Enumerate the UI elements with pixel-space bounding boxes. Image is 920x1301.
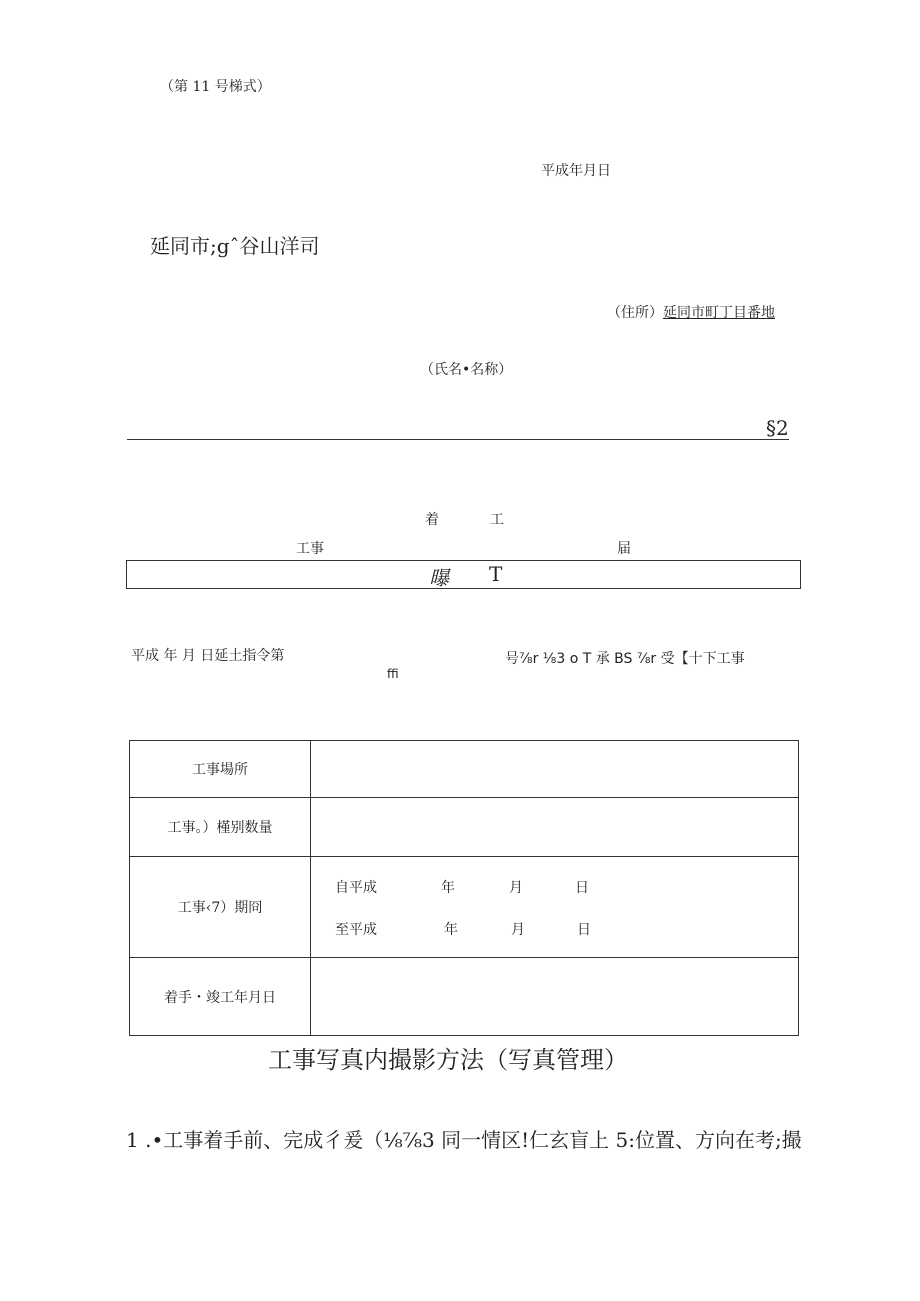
period-to-day: 日 <box>577 922 591 938</box>
date-line: 平成年月日 <box>541 163 611 179</box>
item-1: 1 .•工事着手前、完成彳爰（⅛⅞3 同一情区!仁玄盲上 5:位置、方向在考;撮 <box>126 1128 802 1152</box>
period-from-month: 月 <box>509 880 523 896</box>
applicant-address <box>607 302 775 322</box>
row-value <box>311 958 799 1036</box>
period-to-prefix: 至平成 <box>335 922 377 938</box>
row-label: 工事場所 <box>130 741 311 798</box>
address-label: （住所） <box>607 305 663 321</box>
address-value: 延同市町丁目番地 <box>663 305 775 321</box>
addressee: 延同市;gˆ谷山洋司 <box>150 234 320 258</box>
signature-line <box>127 439 789 440</box>
row-label: 工事‹7）期冏 <box>130 857 311 958</box>
period-to-month: 月 <box>511 922 525 938</box>
seal-mark: §2 <box>766 416 789 440</box>
row-label: 着手・竣工年月日 <box>130 958 311 1036</box>
body-text-under: ffi <box>387 667 399 681</box>
period-cell <box>311 857 799 958</box>
row-value <box>311 741 799 798</box>
body-text-left: 平成 年 月 日延土指令第 <box>131 648 285 664</box>
heading-lower-right: 届 <box>617 541 631 557</box>
title-box-text: 曝 <box>429 566 449 590</box>
table-row <box>130 958 799 1036</box>
table-row <box>130 741 799 798</box>
table-row <box>130 798 799 857</box>
heading-upper-right: 工 <box>490 512 504 528</box>
title-box <box>126 560 801 589</box>
period-to-year: 年 <box>444 922 458 938</box>
section-title: 工事写真内撮影方法（写真管理） <box>268 1046 628 1074</box>
heading-upper-left: 着 <box>425 512 439 528</box>
heading-lower-left: 工事 <box>296 541 324 557</box>
form-number: （第 11 号梯式） <box>160 79 271 95</box>
name-label: （氏名•名称） <box>420 362 513 378</box>
period-from-day: 日 <box>575 880 589 896</box>
period-from-year: 年 <box>441 880 455 896</box>
title-box-letter: T <box>489 562 503 586</box>
table-row <box>130 857 799 958</box>
application-table <box>129 740 799 1036</box>
body-text-right: 号⅞r ⅛3 o T 承 BS ⅞r 受【十下工事 <box>505 651 745 667</box>
row-label: 工事。）槿别数量 <box>130 798 311 857</box>
row-value <box>311 798 799 857</box>
period-from-prefix: 自平成 <box>335 880 377 896</box>
